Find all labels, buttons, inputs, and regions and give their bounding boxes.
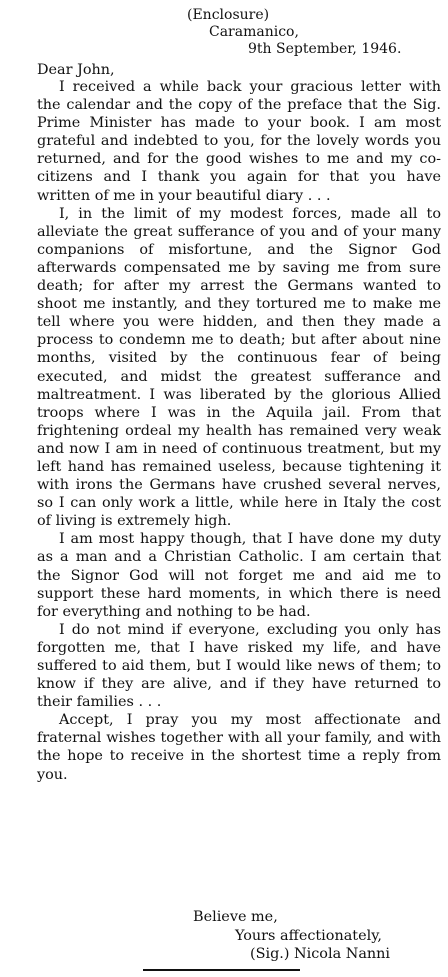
paragraph-1: I received a while back your gracious letter with the calendar and the copy of the preface that the Sig. Prime Minister has made to your book. I am most grateful and indebted to you, for the lovely words you returned, and for the good wishes to me and my co-citizens and I thank you again for that you have written of me in your beautiful diary . . . bbox=[37, 79, 441, 204]
signature: (Sig.) Nicola Nanni bbox=[250, 946, 391, 962]
enclosure-heading: (Enclosure) bbox=[187, 7, 270, 23]
divider-rule bbox=[143, 969, 300, 971]
place-line: Caramanico, bbox=[209, 24, 299, 40]
paragraph-3: I am most happy though, that I have done my duty as a man and a Christian Catholic. I am certain that the Signor God will not forget me and aid me to support these hard moments, in which there is need for everything and nothing to be had. bbox=[37, 531, 441, 620]
paragraph-4: I do not mind if everyone, excluding you only has forgotten me, that I have risked my life, and have suffered to aid them, but I would like news of them; to know if they are alive, and if they have returned to their families . . . bbox=[37, 621, 441, 711]
paragraph-2: I, in the limit of my modest forces, made all to alleviate the great sufferance of you and of your many companions of misfortune, and the Signor God afterwards compensated me by saving me from sure death; for after my arrest the Germans wanted to shoot me instantly, and they tortured me to make me tell where you were hidden, and then they made a process to condemn me to death; but after about nine months, visited by the continuous fear of being executed, and midst the greatest sufferance and maltreatment. I was liberated by the glorious Allied troops where I was in the Aquila jail. From that frightening ordeal my health has remained very weak and now I am in need of continuous treatment, but my left hand has remained useless, because tightening it with irons the Germans have crushed several nerves, so I can only work a little, while here in Italy the cost of living is extremely high. bbox=[37, 205, 441, 530]
paragraph-5: Accept, I pray you my most affectionate and fraternal wishes together with all your family, and with the hope to receive in the shortest time a reply from you. bbox=[37, 712, 441, 783]
closing-yours: Yours affectionately, bbox=[235, 928, 382, 944]
closing-believe: Believe me, bbox=[193, 909, 278, 925]
letter-body bbox=[37, 78, 441, 784]
date-line: 9th September, 1946. bbox=[248, 41, 402, 57]
salutation: Dear John, bbox=[37, 62, 115, 78]
